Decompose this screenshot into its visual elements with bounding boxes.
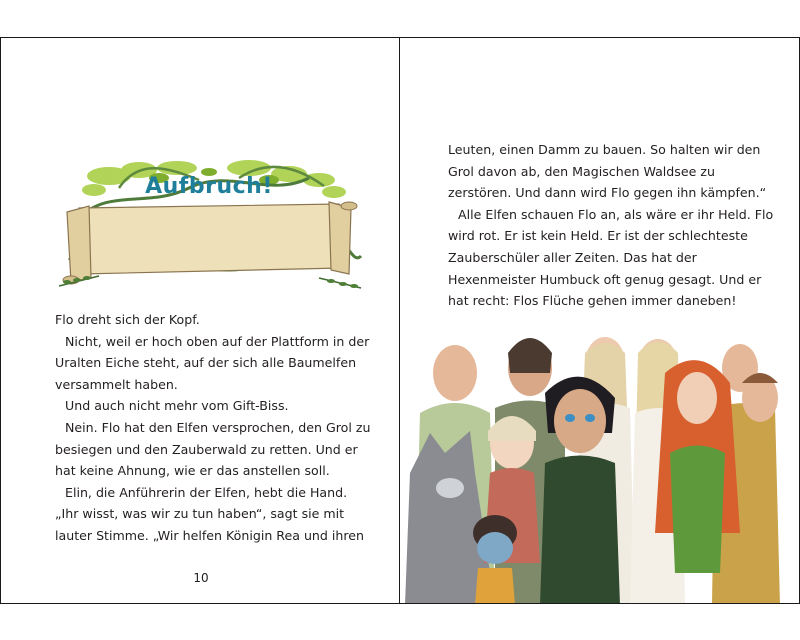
page-number: 10 xyxy=(193,571,209,585)
elves-group-illustration xyxy=(400,313,800,603)
left-page-text xyxy=(55,309,371,547)
chapter-banner xyxy=(49,128,369,298)
paragraph: Alle Elfen schauen Flo an, als wäre er ihr Held. Flo wird rot. Er ist kein Held. Er ist der schlechteste Zauberschüler aller Zeiten. Das hat der Hexenmeister Humbuck oft genug gesagt. Und er hat recht: Flos Flüche gehen immer daneben! xyxy=(448,206,774,309)
paragraph: Nein. Flo hat den Elfen versprochen, den Grol zu besiegen und den Zauberwald zu retten. Und er hat keine Ahnung, wie er das anstellen soll. xyxy=(55,419,371,479)
right-page xyxy=(400,38,800,603)
paragraph: Und auch nicht mehr vom Gift-Biss. xyxy=(65,398,289,414)
left-page xyxy=(0,38,400,603)
paragraph: Leuten, einen Damm zu bauen. So halten wir den Grol davon ab, den Magischen Waldsee zu zerstören. Und dann wird Flo gegen ihn kämpfen.“ xyxy=(448,142,767,201)
book-spread xyxy=(0,37,800,604)
paragraph: Flo dreht sich der Kopf. xyxy=(55,312,200,327)
chapter-title: Aufbruch! xyxy=(145,174,273,199)
paragraph: Elin, die Anführerin der Elfen, hebt die Hand. „Ihr wisst, was wir zu tun haben“, sagt sie mit lauter Stimme. „Wir helfen Königin Rea und ihren xyxy=(55,484,365,543)
right-page-text xyxy=(448,139,778,312)
paragraph: Nicht, weil er hoch oben auf der Plattform in der Uralten Eiche steht, auf der sich alle Baumelfen versammelt haben. xyxy=(55,333,370,392)
scroll-banner-illustration xyxy=(49,128,369,298)
